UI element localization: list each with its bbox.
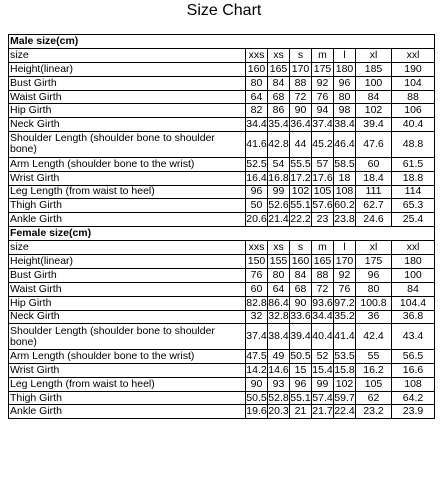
table-row — [9, 171, 435, 185]
measurement-value: 76 — [312, 90, 334, 104]
measurement-value: 57.4 — [312, 391, 333, 404]
measurement-value: 38.4 — [268, 324, 290, 350]
size-header-cell: s — [290, 48, 312, 62]
measurement-value: 36 — [356, 310, 392, 324]
measurement-value: 18 — [334, 171, 356, 185]
size-header-cell: xxl — [392, 48, 435, 62]
table-row — [9, 349, 435, 363]
measurement-value: 25.4 — [392, 213, 435, 227]
measurement-value: 80 — [334, 90, 356, 104]
measurement-value: 58.5 — [334, 157, 355, 170]
size-header-cell: xs — [268, 241, 290, 255]
measurement-value: 106 — [392, 104, 435, 118]
size-header-cell: l — [334, 241, 356, 255]
measurement-value: 16.2 — [356, 363, 392, 377]
size-header-cell: xl — [356, 241, 392, 255]
measurement-value: 34.4 — [246, 118, 267, 131]
measurement-value: 55.5 — [290, 157, 311, 170]
measurement-value: 61.5 — [392, 157, 435, 171]
measurement-value: 21 — [290, 405, 312, 419]
measurement-label: Bust Girth — [9, 76, 246, 90]
section-title-row — [9, 35, 435, 49]
measurement-value: 88 — [312, 268, 334, 282]
table-row — [9, 310, 435, 324]
measurement-label: Neck Girth — [9, 118, 246, 132]
measurement-value: 18.4 — [356, 171, 392, 185]
size-header-row — [9, 241, 435, 255]
section-title-row — [9, 227, 435, 241]
measurement-value: 23.2 — [356, 405, 392, 419]
measurement-value: 160 — [246, 62, 268, 76]
measurement-value: 97.2 — [334, 296, 355, 309]
measurement-value: 160 — [290, 254, 312, 268]
measurement-value: 104.4 — [392, 296, 435, 310]
measurement-value: 102 — [290, 185, 312, 199]
measurement-value: 47.6 — [356, 132, 392, 158]
measurement-value: 111 — [356, 185, 392, 199]
measurement-value: 108 — [334, 185, 356, 199]
measurement-value: 76 — [334, 282, 356, 296]
table-row — [9, 363, 435, 377]
measurement-value: 62 — [356, 391, 392, 405]
measurement-value: 64 — [268, 282, 290, 296]
measurement-value: 68 — [290, 282, 312, 296]
measurement-value: 41.6 — [246, 132, 268, 158]
size-header-cell: s — [290, 241, 312, 255]
measurement-label: Shoulder Length (shoulder bone to shoulder bone) — [9, 324, 246, 350]
measurement-value: 21.4 — [268, 213, 289, 226]
measurement-value: 170 — [334, 254, 356, 268]
measurement-value: 100 — [392, 268, 435, 282]
measurement-value: 16.4 — [246, 171, 267, 184]
measurement-value: 50.5 — [246, 391, 267, 404]
measurement-value: 48.8 — [392, 132, 435, 158]
measurement-label: Arm Length (shoulder bone to the wrist) — [9, 349, 246, 363]
table-row — [9, 377, 435, 391]
measurement-value: 150 — [246, 254, 268, 268]
measurement-label: Wrist Girth — [9, 171, 246, 185]
measurement-value: 102 — [334, 377, 356, 391]
measurement-value: 39.4 — [356, 118, 392, 132]
measurement-value: 99 — [312, 377, 334, 391]
measurement-value: 100.8 — [356, 296, 392, 310]
measurement-value: 72 — [312, 282, 334, 296]
table-row — [9, 62, 435, 76]
measurement-value: 155 — [268, 254, 290, 268]
measurement-value: 35.4 — [268, 118, 289, 131]
measurement-value: 82 — [246, 104, 268, 118]
measurement-value: 93.6 — [312, 296, 333, 309]
measurement-value: 32.8 — [268, 310, 289, 323]
measurement-value: 57.6 — [312, 199, 333, 212]
measurement-label: Height(linear) — [9, 254, 246, 268]
measurement-value: 14.2 — [246, 363, 267, 376]
measurement-value: 84 — [392, 282, 435, 296]
table-row — [9, 185, 435, 199]
measurement-value: 68 — [268, 90, 290, 104]
size-header-label: size — [9, 48, 246, 62]
size-header-cell: l — [334, 48, 356, 62]
measurement-value: 40.4 — [392, 118, 435, 132]
measurement-label: Bust Girth — [9, 268, 246, 282]
size-header-cell: xxs — [246, 48, 268, 62]
measurement-value: 35.2 — [334, 310, 355, 323]
measurement-value: 80 — [246, 76, 268, 90]
measurement-value: 57 — [312, 157, 334, 171]
measurement-label: Waist Girth — [9, 90, 246, 104]
measurement-value: 39.4 — [290, 324, 312, 350]
measurement-value: 92 — [312, 76, 334, 90]
measurement-value: 52.5 — [246, 157, 267, 170]
table-row — [9, 90, 435, 104]
measurement-value: 56.5 — [392, 349, 435, 363]
measurement-label: Ankle Girth — [9, 405, 246, 419]
measurement-value: 42.8 — [268, 132, 290, 158]
measurement-value: 84 — [290, 268, 312, 282]
measurement-label: Shoulder Length (shoulder bone to shoulder bone) — [9, 132, 246, 158]
table-row — [9, 118, 435, 132]
measurement-value: 99 — [268, 185, 290, 199]
table-row — [9, 76, 435, 90]
measurement-value: 55.1 — [290, 199, 311, 212]
measurement-value: 62.7 — [356, 199, 392, 213]
measurement-value: 96 — [290, 377, 312, 391]
measurement-value: 108 — [392, 377, 435, 391]
measurement-value: 180 — [392, 254, 435, 268]
measurement-label: Hip Girth — [9, 104, 246, 118]
size-header-cell: xxs — [246, 241, 268, 255]
measurement-value: 94 — [312, 104, 334, 118]
measurement-value: 84 — [356, 90, 392, 104]
measurement-value: 100 — [356, 76, 392, 90]
measurement-value: 50.5 — [290, 349, 311, 362]
measurement-value: 33.6 — [290, 310, 311, 323]
measurement-label: Wrist Girth — [9, 363, 246, 377]
table-row — [9, 296, 435, 310]
measurement-value: 46.4 — [334, 132, 356, 158]
measurement-value: 96 — [356, 268, 392, 282]
measurement-value: 53.5 — [334, 349, 355, 362]
measurement-value: 80 — [268, 268, 290, 282]
measurement-value: 76 — [246, 268, 268, 282]
size-header-cell: m — [312, 241, 334, 255]
measurement-value: 59.7 — [334, 391, 355, 404]
measurement-value: 23.8 — [334, 213, 355, 226]
measurement-label: Thigh Girth — [9, 391, 246, 405]
measurement-value: 40.4 — [312, 324, 334, 350]
measurement-value: 15.4 — [312, 363, 333, 376]
measurement-label: Waist Girth — [9, 282, 246, 296]
measurement-value: 86 — [268, 104, 290, 118]
measurement-value: 49 — [268, 349, 290, 363]
measurement-value: 60 — [246, 282, 268, 296]
measurement-value: 16.6 — [392, 363, 435, 377]
measurement-value: 60 — [356, 157, 392, 171]
measurement-value: 52.8 — [268, 391, 289, 404]
measurement-value: 42.4 — [356, 324, 392, 350]
size-chart-table — [8, 34, 435, 419]
measurement-value: 93 — [268, 377, 290, 391]
measurement-value: 64 — [246, 90, 268, 104]
measurement-value: 96 — [246, 185, 268, 199]
table-row — [9, 324, 435, 350]
section-title: Male size(cm) — [9, 35, 435, 49]
measurement-value: 50 — [246, 199, 268, 213]
measurement-value: 19.6 — [246, 405, 267, 418]
measurement-value: 80 — [356, 282, 392, 296]
measurement-label: Arm Length (shoulder bone to the wrist) — [9, 157, 246, 171]
measurement-value: 34.4 — [312, 310, 333, 323]
measurement-value: 175 — [356, 254, 392, 268]
measurement-value: 45.2 — [312, 132, 334, 158]
measurement-value: 20.3 — [268, 405, 289, 418]
size-header-label: size — [9, 241, 246, 255]
measurement-value: 82.8 — [246, 296, 267, 309]
measurement-value: 23 — [312, 213, 334, 227]
measurement-value: 65.3 — [392, 199, 435, 213]
measurement-value: 64.2 — [392, 391, 435, 405]
measurement-value: 52 — [312, 349, 334, 363]
measurement-value: 88 — [290, 76, 312, 90]
measurement-value: 104 — [392, 76, 435, 90]
table-row — [9, 157, 435, 171]
measurement-value: 21.7 — [312, 405, 333, 418]
measurement-value: 52.6 — [268, 199, 289, 212]
measurement-value: 55.1 — [290, 391, 311, 404]
measurement-value: 23.9 — [392, 405, 435, 419]
measurement-value: 14.6 — [268, 363, 289, 376]
table-row — [9, 254, 435, 268]
measurement-value: 16.8 — [268, 171, 289, 184]
table-row — [9, 391, 435, 405]
measurement-value: 17.2 — [290, 171, 311, 184]
measurement-value: 20.6 — [246, 213, 267, 226]
measurement-value: 17.6 — [312, 171, 333, 184]
measurement-label: Height(linear) — [9, 62, 246, 76]
measurement-value: 86.4 — [268, 296, 289, 309]
measurement-value: 15 — [290, 363, 312, 377]
measurement-value: 185 — [356, 62, 392, 76]
measurement-value: 32 — [246, 310, 268, 324]
section-title: Female size(cm) — [9, 227, 435, 241]
measurement-value: 90 — [290, 296, 312, 310]
measurement-value: 175 — [312, 62, 334, 76]
measurement-value: 37.4 — [246, 324, 268, 350]
measurement-value: 180 — [334, 62, 356, 76]
measurement-value: 102 — [356, 104, 392, 118]
measurement-label: Hip Girth — [9, 296, 246, 310]
measurement-label: Ankle Girth — [9, 213, 246, 227]
measurement-value: 36.4 — [290, 118, 311, 131]
measurement-label: Thigh Girth — [9, 199, 246, 213]
size-header-cell: m — [312, 48, 334, 62]
measurement-value: 18.8 — [392, 171, 435, 185]
size-header-cell: xs — [268, 48, 290, 62]
measurement-value: 54 — [268, 157, 290, 171]
size-header-cell: xxl — [392, 241, 435, 255]
measurement-value: 44 — [290, 132, 312, 158]
measurement-label: Neck Girth — [9, 310, 246, 324]
measurement-value: 15.8 — [334, 363, 355, 376]
measurement-value: 43.4 — [392, 324, 435, 350]
page-title: Size Chart — [186, 2, 262, 19]
measurement-value: 96 — [334, 76, 356, 90]
measurement-value: 38.4 — [334, 118, 355, 131]
table-row — [9, 405, 435, 419]
measurement-label: Leg Length (from waist to heel) — [9, 377, 246, 391]
table-row — [9, 132, 435, 158]
measurement-value: 90 — [246, 377, 268, 391]
measurement-value: 105 — [356, 377, 392, 391]
table-row — [9, 199, 435, 213]
measurement-value: 24.6 — [356, 213, 392, 227]
measurement-value: 114 — [392, 185, 435, 199]
measurement-value: 92 — [334, 268, 356, 282]
measurement-value: 36.8 — [392, 310, 435, 324]
measurement-value: 84 — [268, 76, 290, 90]
measurement-value: 72 — [290, 90, 312, 104]
measurement-value: 165 — [268, 62, 290, 76]
measurement-value: 41.4 — [334, 324, 356, 350]
table-row — [9, 268, 435, 282]
measurement-value: 190 — [392, 62, 435, 76]
measurement-value: 55 — [356, 349, 392, 363]
measurement-value: 22.4 — [334, 405, 355, 418]
measurement-value: 105 — [312, 185, 334, 199]
measurement-label: Leg Length (from waist to heel) — [9, 185, 246, 199]
size-header-cell: xl — [356, 48, 392, 62]
measurement-value: 47.5 — [246, 349, 267, 362]
measurement-value: 60.2 — [334, 199, 355, 212]
measurement-value: 88 — [392, 90, 435, 104]
measurement-value: 165 — [312, 254, 334, 268]
measurement-value: 22.2 — [290, 213, 311, 226]
table-row — [9, 282, 435, 296]
measurement-value: 98 — [334, 104, 356, 118]
table-row — [9, 213, 435, 227]
table-row — [9, 104, 435, 118]
measurement-value: 90 — [290, 104, 312, 118]
measurement-value: 170 — [290, 62, 312, 76]
size-header-row — [9, 48, 435, 62]
measurement-value: 37.4 — [312, 118, 333, 131]
